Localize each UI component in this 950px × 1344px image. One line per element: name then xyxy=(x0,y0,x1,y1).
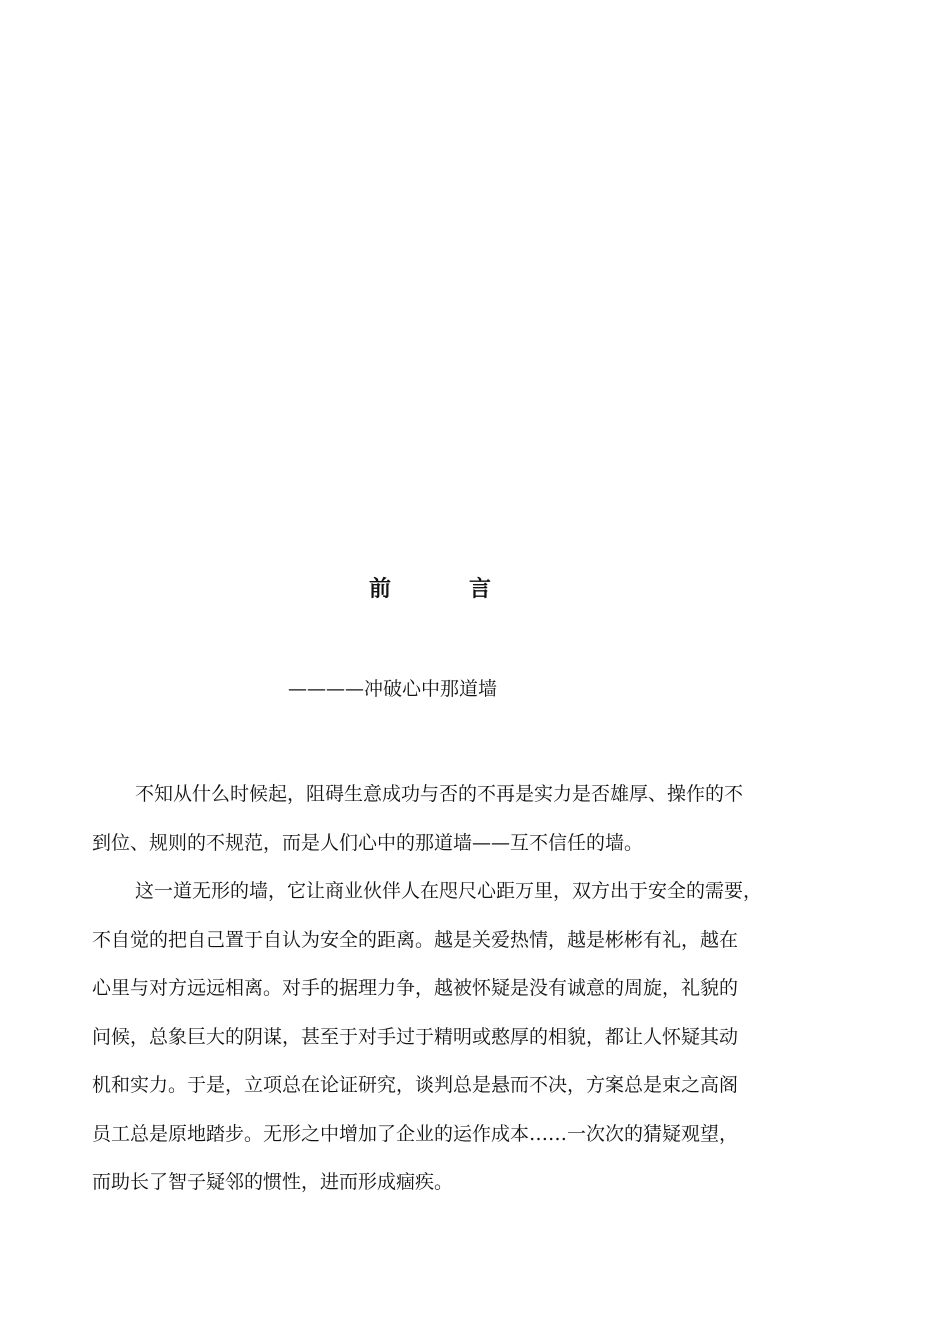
body-text xyxy=(92,770,864,1207)
paragraph-line: 不自觉的把自己置于自认为安全的距离。越是关爱热情，越是彬彬有礼，越在 xyxy=(92,928,739,951)
paragraph-line: 员工总是原地踏步。无形之中增加了企业的运作成本……一次次的猜疑观望， xyxy=(92,1122,739,1145)
paragraph-2 xyxy=(92,867,864,1207)
paragraph-1 xyxy=(92,770,864,867)
paragraph-line: 而助长了智子疑邻的惯性，进而形成痼疾。 xyxy=(92,1171,454,1193)
paragraph-line: 心里与对方远远相离。对手的据理力争，越被怀疑是没有诚意的周旋，礼貌的 xyxy=(92,977,739,999)
paragraph-line: 机和实力。于是，立项总在论证研究，谈判总是悬而不决，方案总是束之高阁 xyxy=(92,1074,739,1096)
page-title: 前 言 xyxy=(368,576,519,602)
paragraph-line: 到位、规则的不规范，而是人们心中的那道墙——互不信任的墙。 xyxy=(92,831,644,854)
paragraph-line: 这一道无形的墙，它让商业伙伴人在咫尺心距万里，双方出于安全的需要， xyxy=(135,880,763,902)
paragraph-line: 不知从什么时候起，阻碍生意成功与否的不再是实力是否雄厚、操作的不 xyxy=(135,783,744,805)
paragraph-line: 问候，总象巨大的阴谋，甚至于对手过于精明或憨厚的相貌，都让人怀疑其动 xyxy=(92,1025,739,1048)
page-subtitle: ————冲破心中那道墙 xyxy=(288,678,498,700)
